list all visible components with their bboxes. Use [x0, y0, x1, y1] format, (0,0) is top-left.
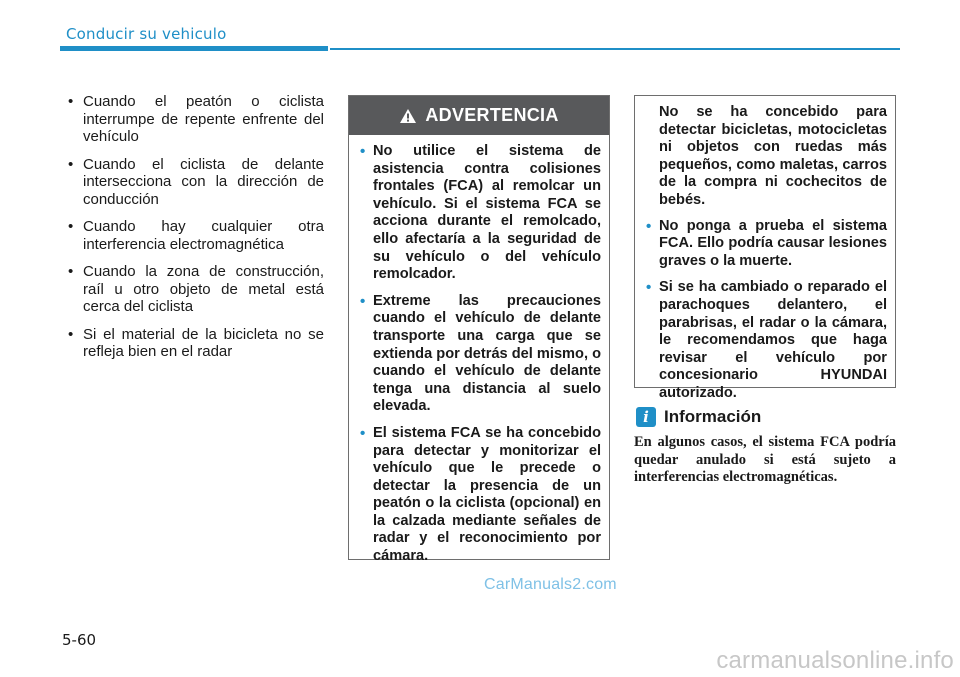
bullet: • [68, 155, 74, 173]
warning-item: • Extreme las precauciones cuando el vehículo de delante transporte una carga que se extienda por detrás del mismo, o cuando el vehículo de delante tenga una distancia al suelo elevada. [360, 292, 601, 415]
warning-item: • No utilice el sistema de asistencia contra colisiones frontales (FCA) al remolcar un vehículo. Si el sistema FCA se acciona durante el remolcado, ello afectaría a la seguridad de su vehículo o del vehículo remolcador. [360, 143, 601, 283]
bullet: • [646, 279, 652, 297]
bullet: • [68, 93, 74, 110]
warning-item: • El sistema FCA se ha concebido para detectar y monitorizar el vehículo que le precede o detectar la presencia de un peatón o la ciclista (opcional) en la calzada mediante señales de radar y el reconocimiento por cámara. [360, 424, 601, 565]
warning-title: ADVERTENCIA [425, 105, 559, 125]
header-rule-accent [60, 46, 328, 51]
list-item: • Cuando el peatón o ciclista interrumpe de repente enfrente del vehículo [68, 93, 324, 145]
header-rule [330, 48, 900, 50]
warning-continuation-box [634, 95, 896, 401]
warning-list-continued [646, 218, 887, 403]
list-item: • Si el material de la bicicleta no se refleja bien en el radar [68, 325, 324, 360]
information-heading [636, 407, 761, 427]
footer-watermark: carmanualsonline.info [716, 647, 954, 674]
bullet: • [360, 143, 366, 160]
warning-continuation-text: No se ha concebido para detectar bicicletas, motocicletas ni objetos con ruedas más pequeños, como maletas, carros de la compra ni cochecitos de bebés. [659, 104, 887, 208]
info-icon: i [636, 407, 656, 427]
page-number: 5-60 [62, 631, 97, 649]
warning-body [349, 135, 609, 566]
information-text: En algunos casos, el sistema FCA podría quedar anulado si está sujeto a interferencias electromagnéticas. [634, 434, 896, 485]
warning-triangle-icon [399, 108, 417, 124]
list-item: • Cuando el ciclista de delante intersecciona con la dirección de conducción [68, 155, 324, 208]
list-item: • Cuando la zona de construcción, raíl u otro objeto de metal está cerca del ciclista [68, 263, 324, 315]
bullet: • [68, 325, 74, 343]
warning-item: • No ponga a prueba el sistema FCA. Ello podría causar lesiones graves o la muerte. [646, 217, 887, 269]
warning-box [348, 95, 610, 565]
warning-list [360, 143, 601, 566]
bullet: • [68, 218, 74, 235]
watermark-link[interactable]: CarManuals2.com [484, 576, 617, 593]
bullet: • [68, 263, 74, 280]
list-item: • Cuando hay cualquier otra interferencia electromagnética [68, 218, 324, 253]
bullet: • [360, 292, 366, 310]
left-bullet-column [64, 93, 324, 371]
warning-item: • Si se ha cambiado o reparado el parachoques delantero, el parabrisas, el radar o la cámara, le recomendamos que haga revisar el vehículo por concesionario HYUNDAI autorizado. [646, 279, 887, 401]
warning-header [349, 96, 609, 135]
section-title: Conducir su vehiculo [66, 25, 227, 43]
information-title: Información [664, 407, 762, 426]
condition-list [64, 93, 324, 361]
bullet: • [360, 424, 366, 442]
bullet: • [646, 217, 652, 235]
